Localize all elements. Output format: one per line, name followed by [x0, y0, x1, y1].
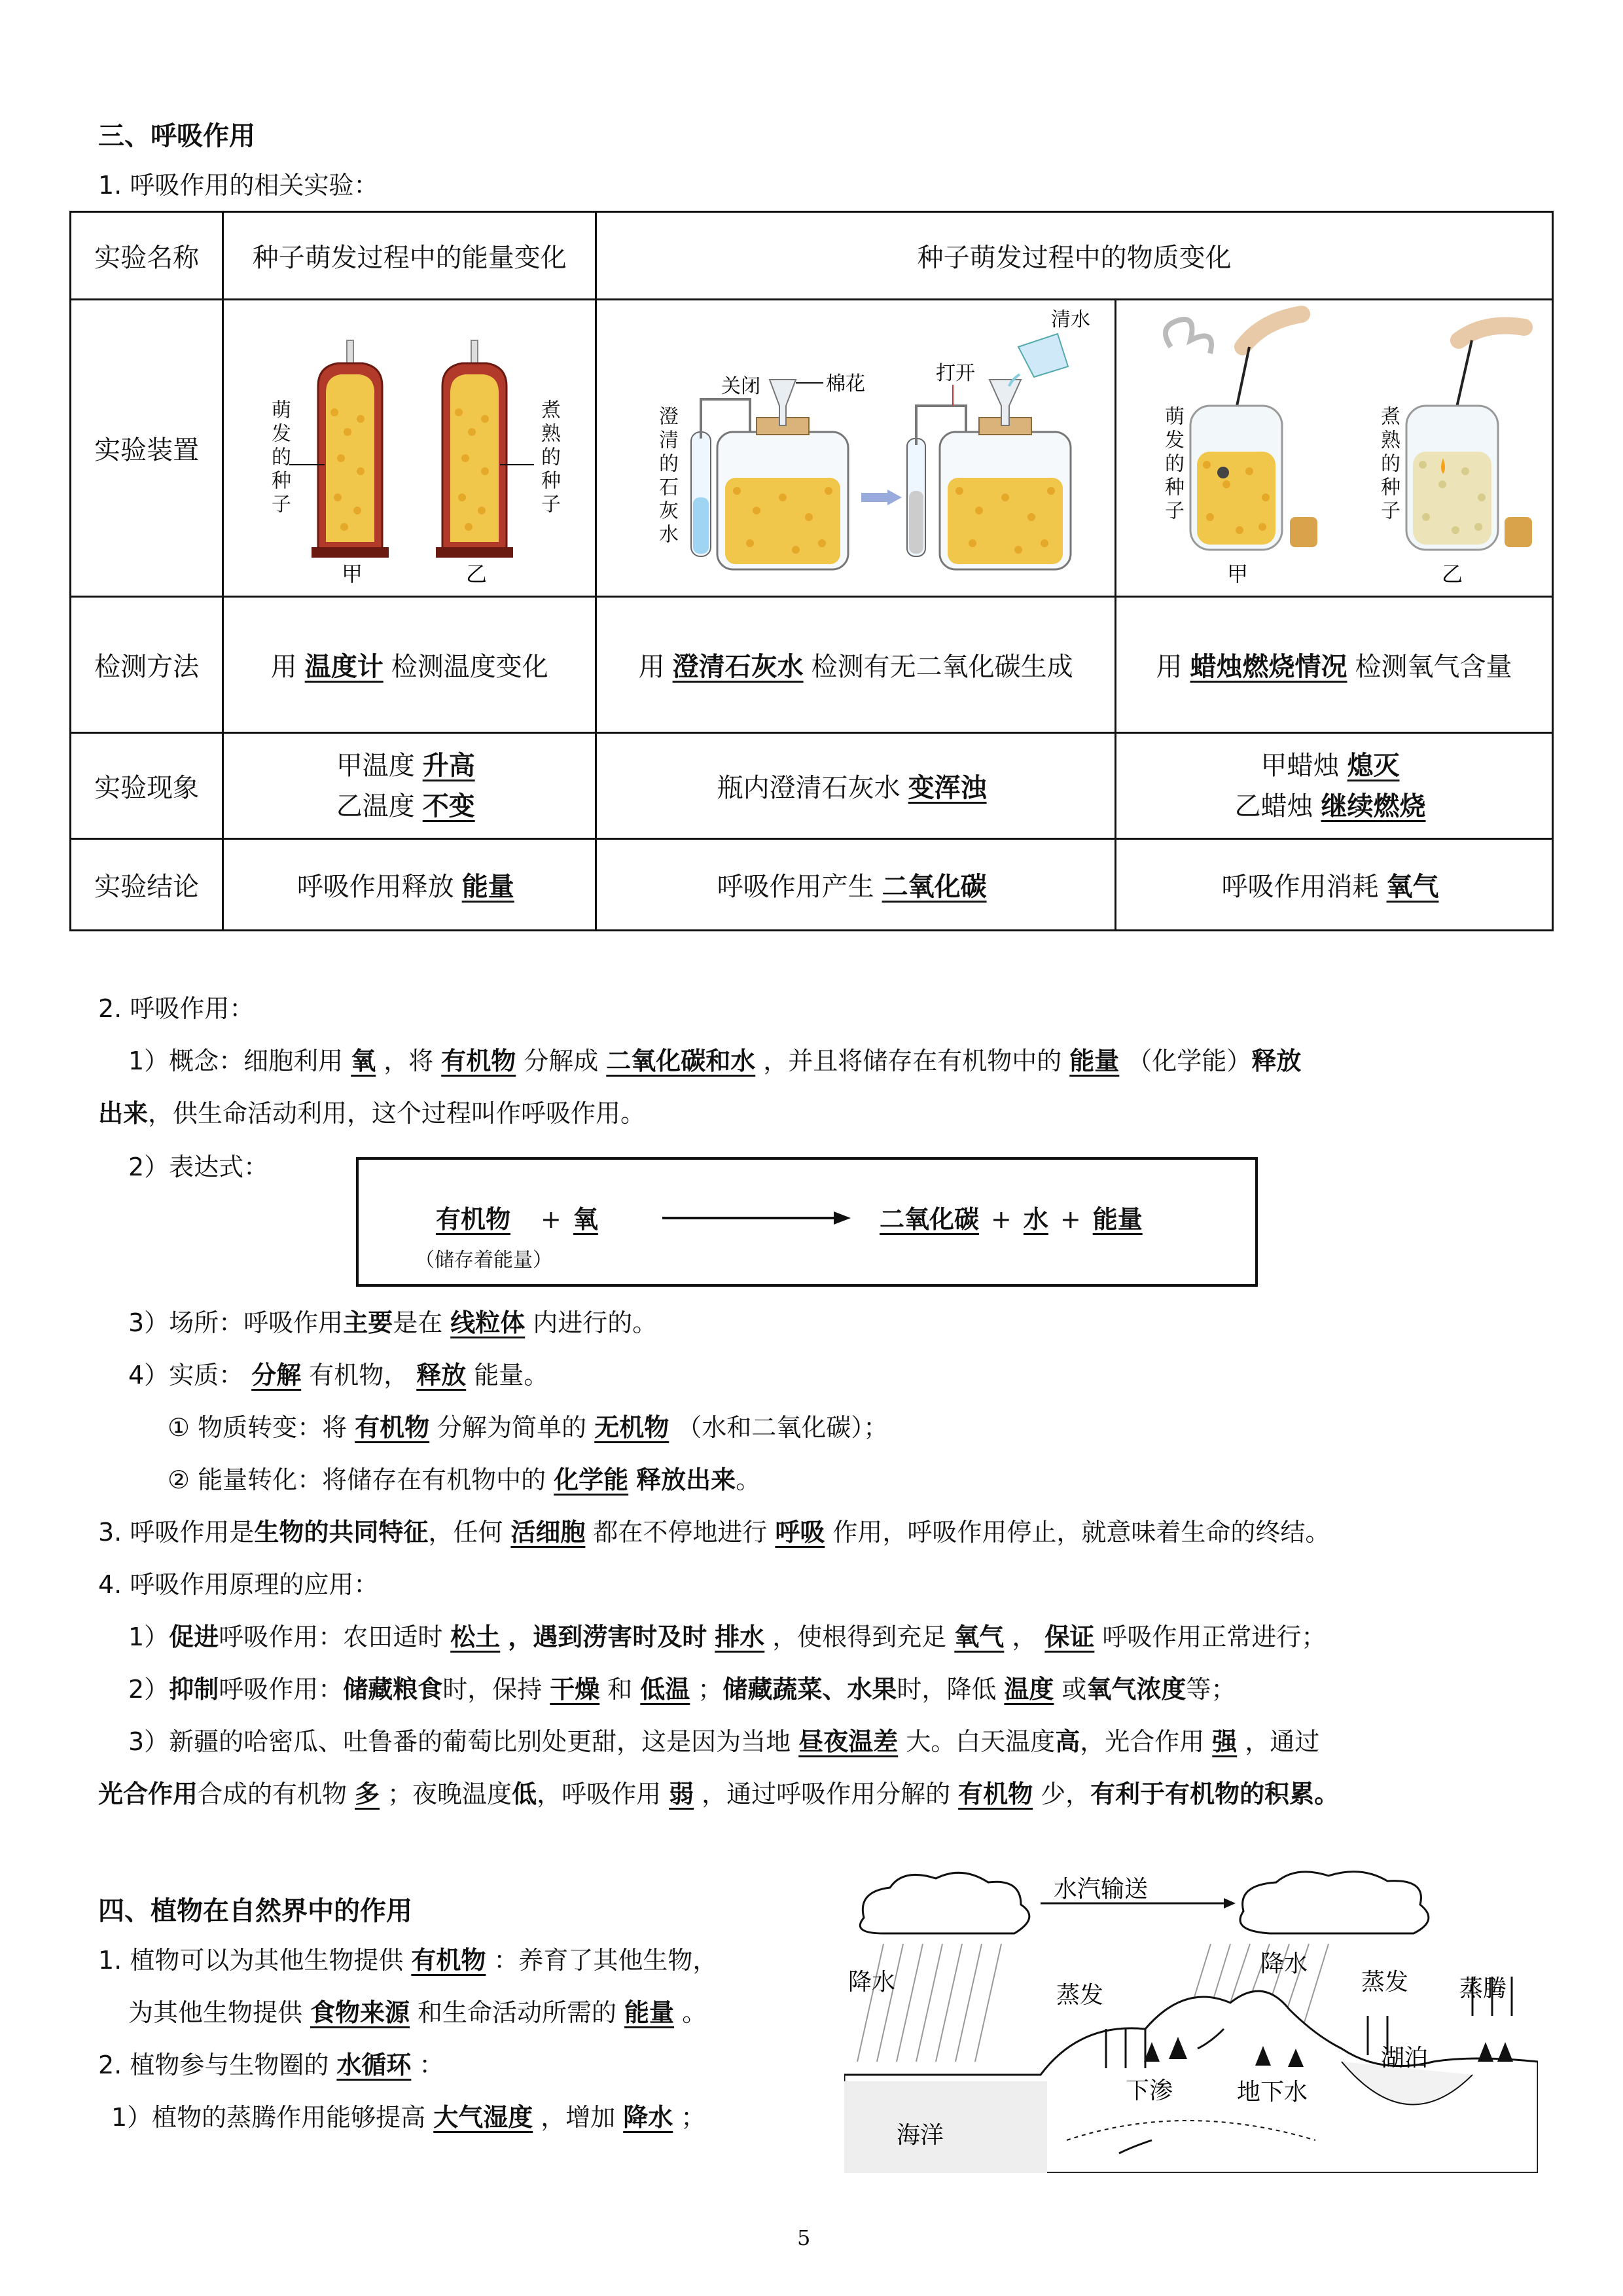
- common-c: ，任何: [428, 1518, 503, 1547]
- thermos-jia: [312, 340, 389, 558]
- essence-a: 4）实质：: [128, 1361, 244, 1390]
- concept-c: 分解成: [524, 1047, 599, 1075]
- concept-a: 1）概念：细胞利用: [128, 1047, 344, 1075]
- q4-b: ，增加: [541, 2103, 616, 2132]
- phenomenon-yi-fill: 不变: [422, 791, 475, 821]
- label-vapor-transport: 水汽输送: [1054, 1876, 1149, 1903]
- inhibit-e: 时，保持: [442, 1675, 543, 1704]
- method-oxygen-post: 检测氧气含量: [1355, 652, 1512, 682]
- label-germinating-seeds-a: 萌发的种子: [267, 399, 291, 517]
- cloud-right: [1240, 1872, 1429, 1933]
- row-detection-method: [71, 597, 1553, 733]
- energy-a: ② 能量转化：将储存在有机物中的: [168, 1465, 546, 1494]
- promote-fill-drain: 排水: [715, 1623, 765, 1651]
- q2-fill-food: 食物来源: [310, 1998, 410, 2027]
- thermos-yi: [436, 340, 513, 558]
- common-feature-line: [98, 1516, 1330, 1549]
- water-cycle-line: [98, 2049, 444, 2081]
- q4-c: ；: [681, 2103, 706, 2132]
- label-phenomenon: 实验现象: [71, 733, 223, 839]
- common-fill-respiration: 呼吸: [775, 1518, 825, 1547]
- essence-b: 有机物，: [309, 1361, 409, 1390]
- inhibit-j: 或: [1061, 1675, 1087, 1704]
- formula-left: [410, 1203, 606, 1236]
- concept-line1: [128, 1045, 1301, 1077]
- method-oxygen-pre: 用: [1156, 652, 1183, 682]
- formula-plus2: +: [991, 1205, 1012, 1234]
- q2-fill-energy: 能量: [624, 1998, 675, 2027]
- water-cycle-diagram: [844, 1865, 1538, 2173]
- label-closed: 关闭: [721, 374, 760, 398]
- q3-fill-water-cycle: 水循环: [336, 2051, 412, 2079]
- xinjiang-low: 低: [512, 1780, 537, 1808]
- q4-fill-precipitation: 降水: [623, 2103, 673, 2132]
- phenomenon-energy: [223, 733, 596, 839]
- phenomenon-oxygen: [1116, 733, 1553, 839]
- site-d: 内进行的。: [533, 1308, 658, 1337]
- label-precip-right: 降水: [1260, 1950, 1308, 1977]
- inhibit-g: ；: [698, 1675, 723, 1704]
- formula-plus1: +: [541, 1205, 562, 1234]
- phenomenon-jia-fill: 升高: [422, 750, 475, 781]
- concept-out: 出来: [98, 1099, 149, 1128]
- promote-fill-ensure: 保证: [1044, 1623, 1095, 1651]
- formula-arrow: [662, 1208, 852, 1228]
- label-lake: 湖泊: [1381, 2045, 1429, 2072]
- promote-a: 1）: [128, 1623, 169, 1651]
- xinjiang-p12g: 少，: [1041, 1780, 1091, 1808]
- promote-h: 呼吸作用正常进行；: [1102, 1623, 1327, 1651]
- method-oxygen: [1116, 597, 1553, 733]
- formula-note: （储存着能量）: [415, 1249, 552, 1272]
- xinjiang-fill-more: 多: [355, 1780, 380, 1808]
- promote-c: 呼吸作用：农田适时: [219, 1623, 443, 1651]
- section3-item1: 1. 呼吸作用的相关实验：: [98, 171, 379, 200]
- concept-fill-energy: 能量: [1069, 1047, 1120, 1075]
- inhibit-fill-temperature: 温度: [1004, 1675, 1054, 1704]
- site-c: 是在: [393, 1308, 443, 1337]
- inhibit-grain: 储藏粮食: [343, 1675, 443, 1704]
- method-co2-pre: 用: [638, 652, 665, 682]
- phenomenon-candle-jia-pre: 甲蜡烛: [1260, 750, 1340, 781]
- site-line: [128, 1306, 657, 1339]
- energy-transform-line: [168, 1463, 760, 1496]
- conclusion-oxygen-pre: 呼吸作用消耗: [1221, 872, 1379, 902]
- matter-c: （水和二氧化碳）；: [677, 1413, 889, 1442]
- site-main: 主要: [343, 1308, 393, 1337]
- concept-e: （化学能）: [1127, 1047, 1252, 1075]
- promote-g: ，: [1012, 1623, 1037, 1651]
- method-co2: [596, 597, 1116, 733]
- xinjiang-d: ，光合作用: [1080, 1727, 1205, 1756]
- conclusion-co2-fill: 二氧化碳: [882, 872, 987, 902]
- label-experiment-name: 实验名称: [71, 212, 223, 300]
- q2-a: 为其他生物提供: [128, 1998, 303, 2027]
- label-cotton: 棉花: [825, 372, 865, 395]
- method-co2-post: 检测有无二氧化碳生成: [811, 652, 1073, 682]
- inhibit-f: 和: [607, 1675, 633, 1704]
- label-transpiration: 蒸腾: [1459, 1975, 1507, 2002]
- thermos-flasks-illustration: [226, 301, 593, 589]
- label-germinating-seeds-c: 萌发的种子: [1160, 405, 1184, 524]
- method-energy: [223, 597, 596, 733]
- label-groundwater: 地下水: [1237, 2079, 1308, 2106]
- concept-fill-co2-water: 二氧化碳和水: [606, 1047, 756, 1075]
- xinjiang-b: 大。白天温度: [906, 1727, 1056, 1756]
- method-co2-fill: 澄清石灰水: [672, 652, 804, 682]
- q1-b: ：养育了其他生物，: [493, 1946, 718, 1975]
- concept-fill-oxygen: 氧: [351, 1047, 376, 1075]
- energy-change-header: 种子萌发过程中的能量变化: [223, 212, 596, 300]
- inhibit-l: 等；: [1186, 1675, 1236, 1704]
- formula-oxygen: 氧: [573, 1205, 598, 1234]
- q1-fill-organic: 有机物: [411, 1946, 486, 1975]
- xinjiang-p12c: ；夜晚温度: [387, 1780, 512, 1808]
- phenomenon-yi-pre: 乙温度: [336, 791, 415, 821]
- xinjiang-fill-weak: 弱: [669, 1780, 694, 1808]
- label-detection-method: 检测方法: [71, 597, 223, 733]
- q4-fill-humidity: 大气湿度: [433, 2103, 533, 2132]
- essence-fill-decompose: 分解: [251, 1361, 302, 1390]
- label-apparatus: 实验装置: [71, 300, 223, 597]
- transpiration-line: [111, 2101, 705, 2134]
- promote-line: [128, 1621, 1326, 1653]
- xinjiang-p12f: ，通过呼吸作用分解的: [702, 1780, 951, 1808]
- section4-title: 四、植物在自然界中的作用: [98, 1896, 412, 1926]
- formula-water: 水: [1023, 1205, 1048, 1234]
- application-title: 4. 呼吸作用原理的应用：: [98, 1570, 379, 1599]
- promote-d: ，遇到涝害时: [508, 1623, 658, 1651]
- promote-bold: 促进: [169, 1623, 219, 1651]
- conclusion-energy: [223, 839, 596, 931]
- common-fill-living-cell: 活细胞: [510, 1518, 586, 1547]
- concept-b: ，将: [383, 1047, 434, 1075]
- common-a: 3. 呼吸作用是: [98, 1518, 255, 1547]
- xinjiang-line1: [128, 1725, 1319, 1758]
- conclusion-co2: [596, 839, 1116, 931]
- row-experiment-name: [71, 212, 1553, 300]
- method-energy-post: 检测温度变化: [391, 652, 548, 682]
- cloud-left: [860, 1873, 1029, 1933]
- xinjiang-fill-strong: 强: [1212, 1727, 1238, 1756]
- label-cooked-seeds-a: 煮熟的种子: [537, 399, 560, 517]
- label-conclusion: 实验结论: [71, 839, 223, 931]
- label-jia-a: 甲: [341, 561, 363, 586]
- label-jia-c: 甲: [1226, 561, 1248, 586]
- xinjiang-p12b: 合成的有机物: [198, 1780, 348, 1808]
- promote-fill-loosen: 松土: [450, 1623, 501, 1651]
- label-yi-a: 乙: [465, 561, 487, 586]
- q4-a: 1）植物的蒸腾作用能够提高: [111, 2103, 426, 2132]
- inhibit-line: [128, 1673, 1236, 1706]
- xinjiang-fill-organic: 有机物: [958, 1780, 1033, 1808]
- xinjiang-a: 3）新疆的哈密瓜、吐鲁番的葡萄比别处更甜，这是因为当地: [128, 1727, 791, 1756]
- xinjiang-p12e: ，呼吸作用: [537, 1780, 662, 1808]
- formula-right: [872, 1203, 1150, 1236]
- concept-release: 释放: [1251, 1047, 1302, 1075]
- rain-left: [857, 1944, 1001, 2062]
- concept-d: ，并且将储存在有机物中的: [763, 1047, 1062, 1075]
- site-a: 3）场所：呼吸作用: [128, 1308, 344, 1337]
- matter-b: 分解为简单的: [437, 1413, 587, 1442]
- site-fill-mitochondria: 线粒体: [450, 1308, 526, 1337]
- energy-fill-chemical: 化学能: [554, 1465, 629, 1494]
- xinjiang-p12i: 。: [1314, 1780, 1340, 1808]
- inhibit-fill-dry: 干燥: [550, 1675, 600, 1704]
- row-conclusion: [71, 839, 1553, 931]
- phenomenon-jia-pre: 甲温度: [336, 750, 415, 781]
- q1-a: 1. 植物可以为其他生物提供: [98, 1946, 404, 1975]
- expression-label: 2）表达式：: [128, 1153, 269, 1181]
- phenomenon-co2: [596, 733, 1116, 839]
- label-ocean: 海洋: [897, 2122, 944, 2149]
- q2-b: 和生命活动所需的: [418, 1998, 617, 2027]
- thermos-apparatus-cell: [223, 300, 596, 597]
- xinjiang-fill-temp-diff: 昼夜温差: [798, 1727, 899, 1756]
- phenomenon-candle-yi-fill: 继续燃烧: [1321, 791, 1426, 821]
- plants-provide-line1: [98, 1944, 717, 1977]
- promote-f: ，使根得到充足: [772, 1623, 947, 1651]
- row-apparatus: [71, 300, 1553, 597]
- concept-fill-organic: 有机物: [441, 1047, 516, 1075]
- matter-fill-inorganic: 无机物: [594, 1413, 669, 1442]
- respiration-formula-box: [356, 1157, 1258, 1287]
- ocean: [844, 2081, 1047, 2173]
- concept-h: ，供生命活动利用，这个过程叫作呼吸作用。: [148, 1099, 646, 1128]
- phenomenon-co2-pre: 瓶内澄清石灰水: [717, 773, 901, 803]
- label-evaporation-left: 蒸发: [1056, 1982, 1104, 2009]
- phenomenon-candle-yi-pre: 乙蜡烛: [1234, 791, 1313, 821]
- q3-a: 2. 植物参与生物圈的: [98, 2051, 329, 2079]
- matter-change-header: 种子萌发过程中的物质变化: [596, 212, 1553, 300]
- phenomenon-co2-fill: 变浑浊: [908, 773, 987, 803]
- matter-fill-organic: 有机物: [355, 1413, 430, 1442]
- label-infiltration: 下渗: [1126, 2077, 1173, 2104]
- limewater-apparatus-cell: [596, 300, 1116, 597]
- inhibit-a: 2）: [128, 1675, 169, 1704]
- plants-provide-line2: [128, 1996, 707, 2029]
- conclusion-oxygen: [1116, 839, 1553, 931]
- inhibit-c: 呼吸作用：: [219, 1675, 344, 1704]
- label-evaporation-right: 蒸发: [1361, 1969, 1409, 1996]
- energy-c: 。: [736, 1465, 761, 1494]
- candle-apparatus-cell: [1116, 300, 1553, 597]
- matter-transform-line: [168, 1411, 888, 1444]
- xinjiang-line2: [98, 1778, 1339, 1810]
- formula-organic: 有机物: [436, 1205, 511, 1234]
- matter-a: ① 物质转变：将: [168, 1413, 348, 1442]
- section3-title: 三、呼吸作用: [98, 121, 255, 151]
- experiment-table: [69, 211, 1554, 931]
- label-clear-limewater: 澄清的石灰水: [654, 405, 678, 547]
- method-oxygen-fill: 蜡烛燃烧情况: [1190, 652, 1347, 682]
- conclusion-co2-pre: 呼吸作用产生: [717, 872, 874, 902]
- essence-c: 能量。: [474, 1361, 549, 1390]
- label-precip-left: 降水: [848, 1969, 896, 1996]
- method-energy-pre: 用: [270, 652, 297, 682]
- inhibit-oxygen-conc: 氧气浓度: [1086, 1675, 1186, 1704]
- inhibit-bold: 抑制: [169, 1675, 219, 1704]
- conclusion-oxygen-fill: 氧气: [1386, 872, 1439, 902]
- limewater-jar-illustration: [599, 301, 1113, 589]
- conclusion-energy-fill: 能量: [461, 872, 514, 902]
- page-number: 5: [797, 2225, 811, 2250]
- concept-line2: [98, 1097, 645, 1130]
- conclusion-energy-pre: 呼吸作用释放: [296, 872, 454, 902]
- essence-fill-release: 释放: [416, 1361, 467, 1390]
- common-e: 作用，呼吸作用停止，就意味着生命的终结。: [832, 1518, 1330, 1547]
- inhibit-fill-low-temp: 低温: [640, 1675, 690, 1704]
- label-clear-water: 清水: [1050, 308, 1090, 331]
- essence-line: [128, 1359, 548, 1391]
- candle-jar-illustration: [1118, 301, 1550, 589]
- label-cooked-seeds-c: 煮熟的种子: [1376, 405, 1400, 524]
- energy-release: 释放出来: [636, 1465, 736, 1494]
- common-d: 都在不停地进行: [593, 1518, 768, 1547]
- formula-energy: 能量: [1092, 1205, 1143, 1234]
- method-energy-fill: 温度计: [304, 652, 383, 682]
- formula-plus3: +: [1060, 1205, 1081, 1234]
- promote-e: 及时: [657, 1623, 707, 1651]
- common-feature: 生物的共同特征: [254, 1518, 429, 1547]
- xinjiang-e: ，通过: [1245, 1727, 1320, 1756]
- formula-co2: 二氧化碳: [880, 1205, 980, 1234]
- label-open: 打开: [935, 361, 975, 385]
- xinjiang-accumulate: 有利于有机物的积累: [1090, 1780, 1315, 1808]
- inhibit-i: 时，降低: [897, 1675, 997, 1704]
- q2-c: 。: [682, 1998, 707, 2027]
- promote-fill-oxygen: 氧气: [954, 1623, 1005, 1651]
- phenomenon-candle-jia-fill: 熄灭: [1347, 750, 1400, 781]
- label-yi-c: 乙: [1441, 561, 1463, 586]
- xinjiang-photosynthesis: 光合作用: [98, 1780, 198, 1808]
- section3-item2: 2. 呼吸作用：: [98, 994, 255, 1023]
- inhibit-vegetables: 储藏蔬菜、水果: [722, 1675, 897, 1704]
- q3-b: ：: [419, 2051, 444, 2079]
- row-phenomenon: [71, 733, 1553, 839]
- xinjiang-high: 高: [1055, 1727, 1080, 1756]
